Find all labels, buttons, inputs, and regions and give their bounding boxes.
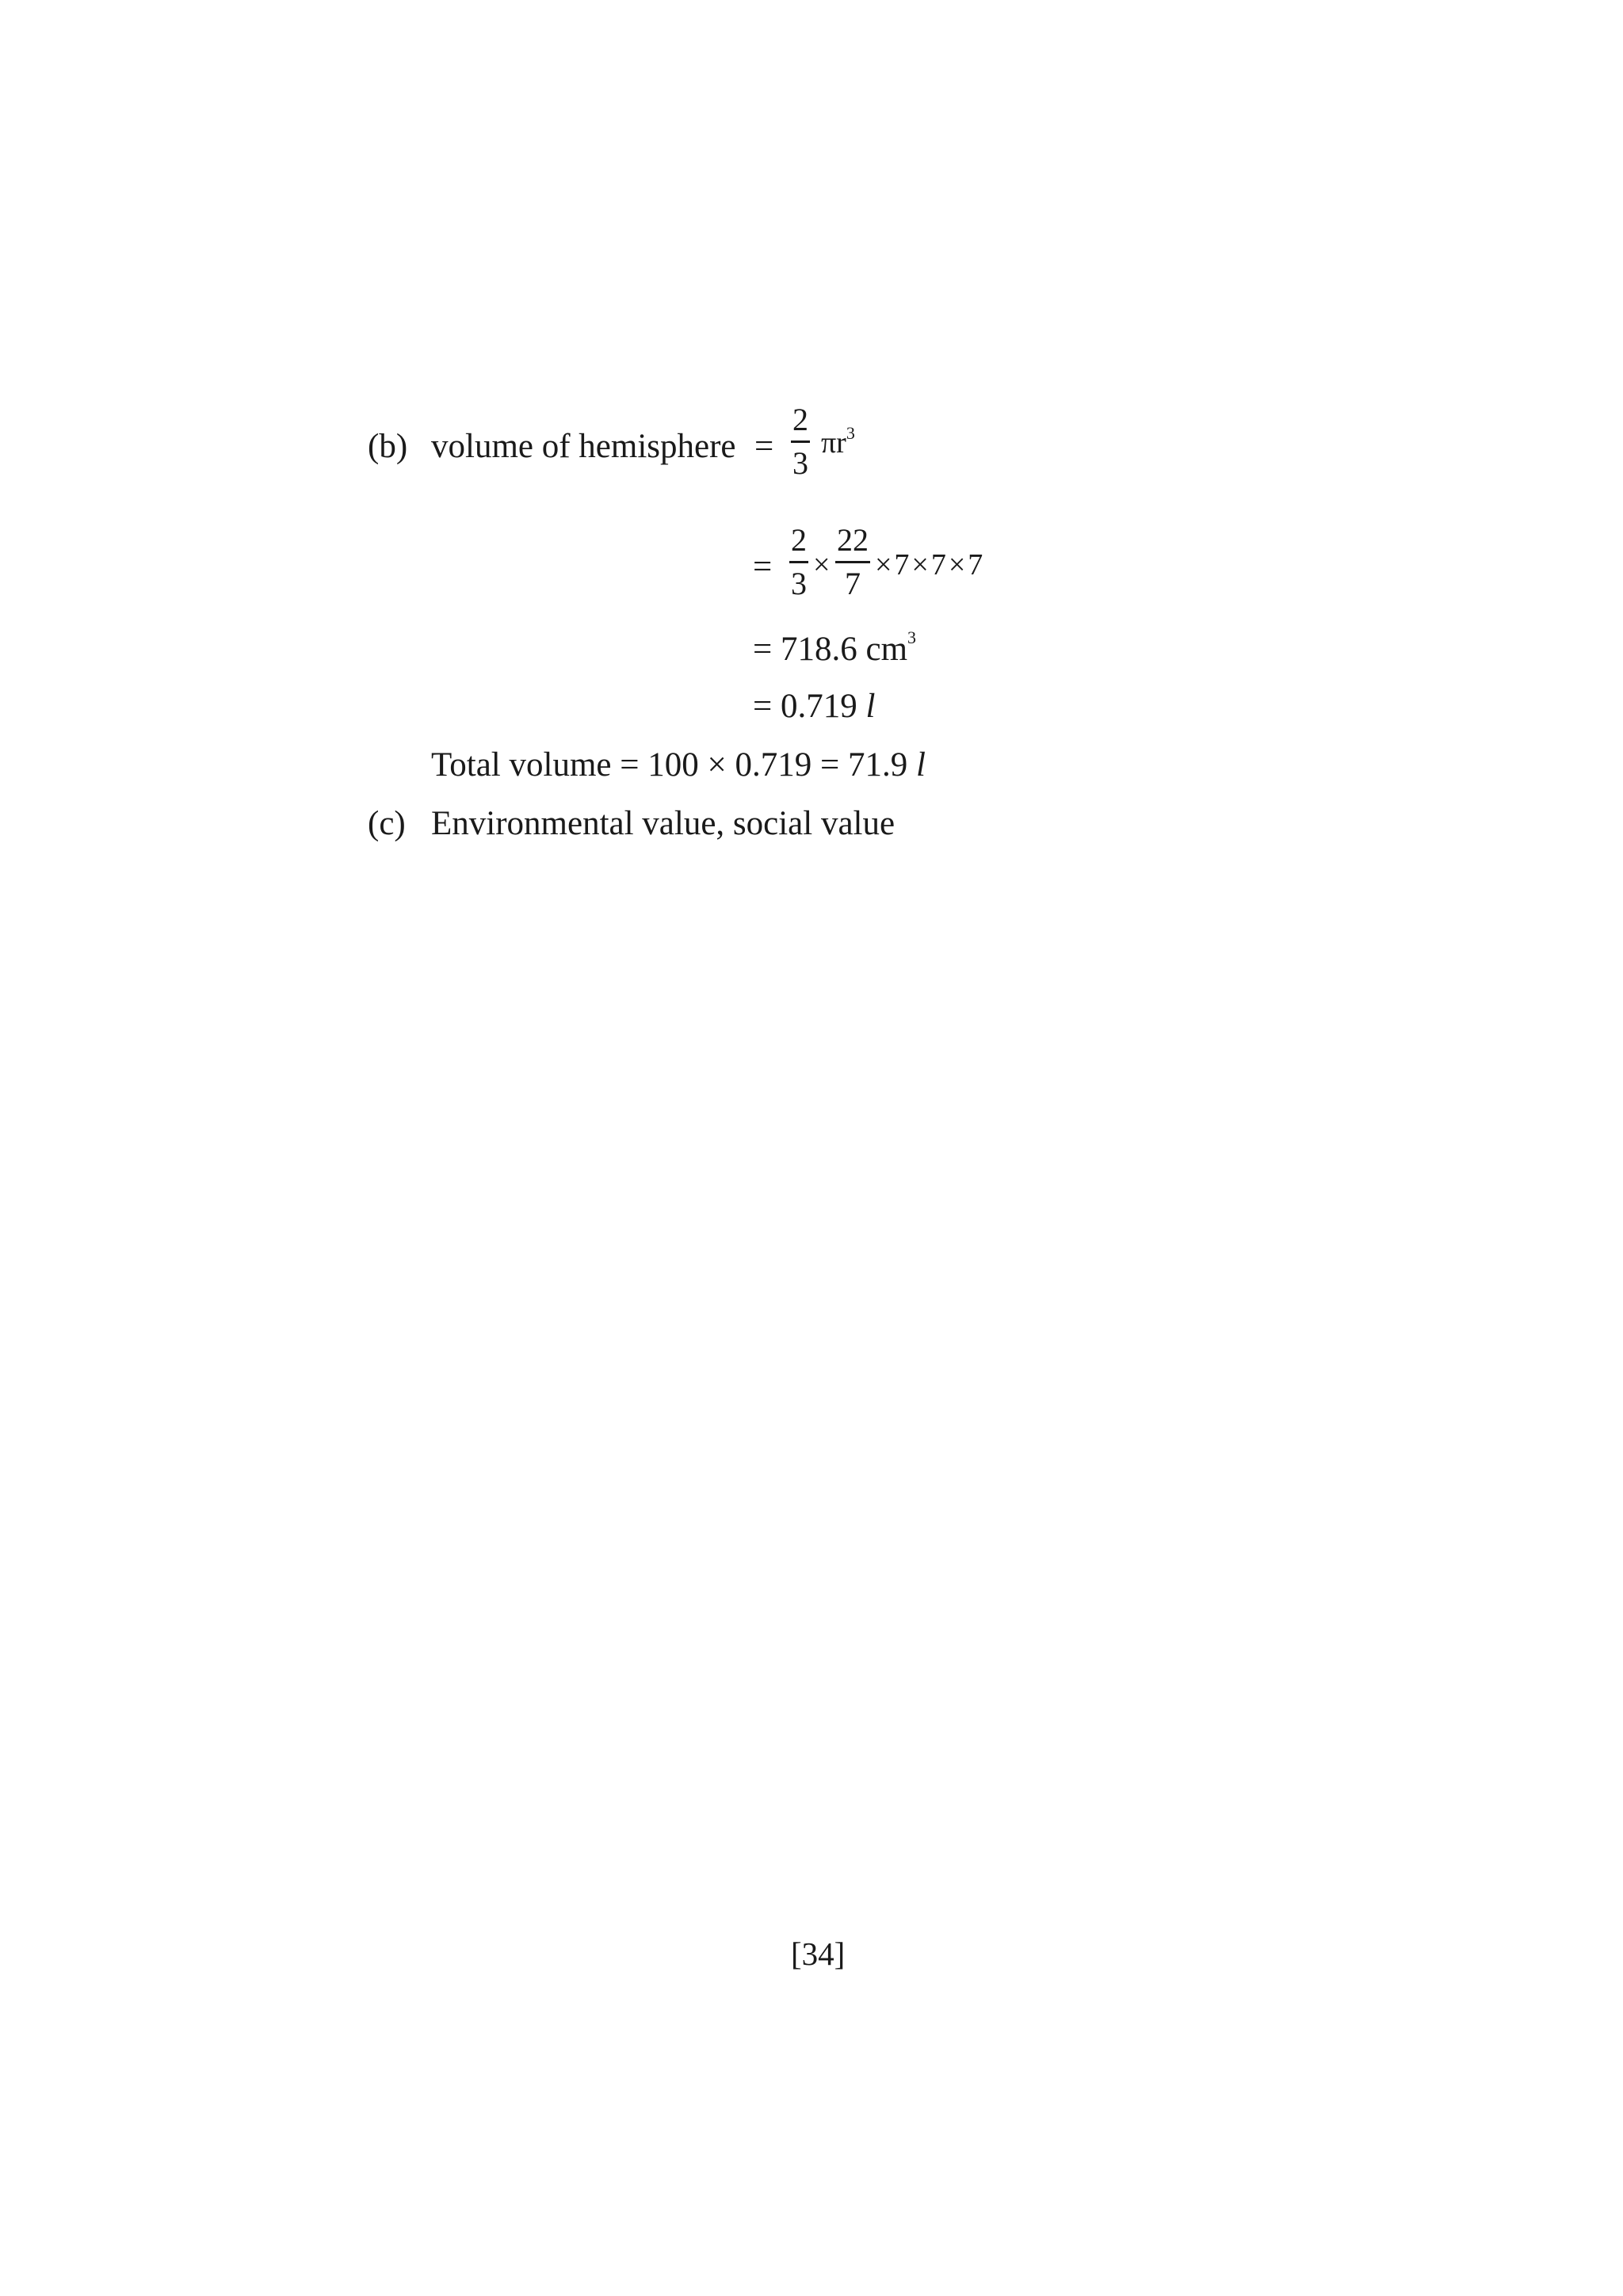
fraction-denominator: 3 [791,566,807,601]
litre-unit: l [865,688,876,725]
fraction-two-thirds [791,404,810,479]
fraction-denominator: 3 [792,445,808,481]
fraction-numerator: 2 [791,522,807,558]
exponent: 3 [846,423,855,443]
step2-text: = 718.6 cm [753,631,908,668]
step1-fraction-a [789,524,808,600]
step2-result [753,627,917,668]
litre-unit: l [915,746,926,784]
total-volume-text: Total volume = 100 × 0.719 = 71.9 [431,746,908,784]
part-c-label: (c) [368,805,406,842]
part-c-answer: Environmental value, social value [431,805,896,842]
fraction-numerator: 2 [792,402,808,437]
pi-r-cubed [821,423,855,460]
hemisphere-volume-label: volume of hemisphere [431,428,736,465]
exponent: 3 [907,627,917,647]
step3-result [753,689,875,723]
step1-equals: = [753,548,773,585]
part-b-label: (b) [368,428,408,465]
page-number: [34] [791,1936,846,1972]
total-volume-line [431,748,926,782]
pi-r-text: πr [821,426,846,460]
step3-text: = 0.719 [753,688,857,725]
fraction-numerator: 22 [837,522,869,558]
step1-fraction-b [835,524,870,600]
equals-sign: = [754,428,774,465]
times-sign: × [813,548,831,582]
step1-product-tail: ×7×7×7 [875,548,986,582]
fraction-denominator: 7 [845,566,861,601]
